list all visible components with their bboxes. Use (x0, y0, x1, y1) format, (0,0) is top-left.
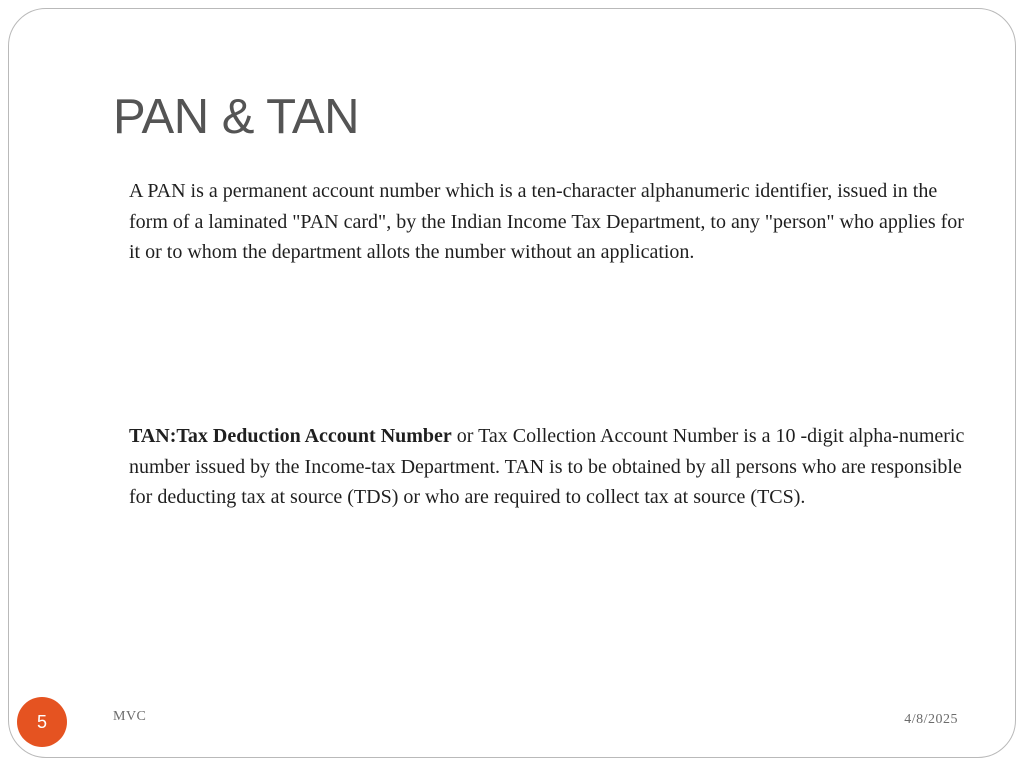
tan-description: or Tax Collection Account Number is a 10 -digit alpha-numeric number issued by the Income-tax Department. TAN is to be obtained by all persons who are responsible for deducting tax at source (TDS) or who are required to collect tax at source (TCS). (129, 425, 965, 509)
footer-text: MVC (113, 709, 147, 724)
slide-title: PAN & TAN (113, 90, 360, 144)
tan-paragraph (129, 421, 969, 513)
pan-paragraph: A PAN is a permanent account number which is a ten-character alphanumeric identifier, issued in the form of a laminated "PAN card", by the Indian Income Tax Department, to any "person" who applies for it or to whom the department allots the number without an application. (129, 180, 964, 264)
footer-date: 4/8/2025 (904, 712, 958, 727)
tan-heading: TAN:Tax Deduction Account Number (129, 425, 452, 447)
slide-number-badge: 5 (17, 697, 67, 747)
